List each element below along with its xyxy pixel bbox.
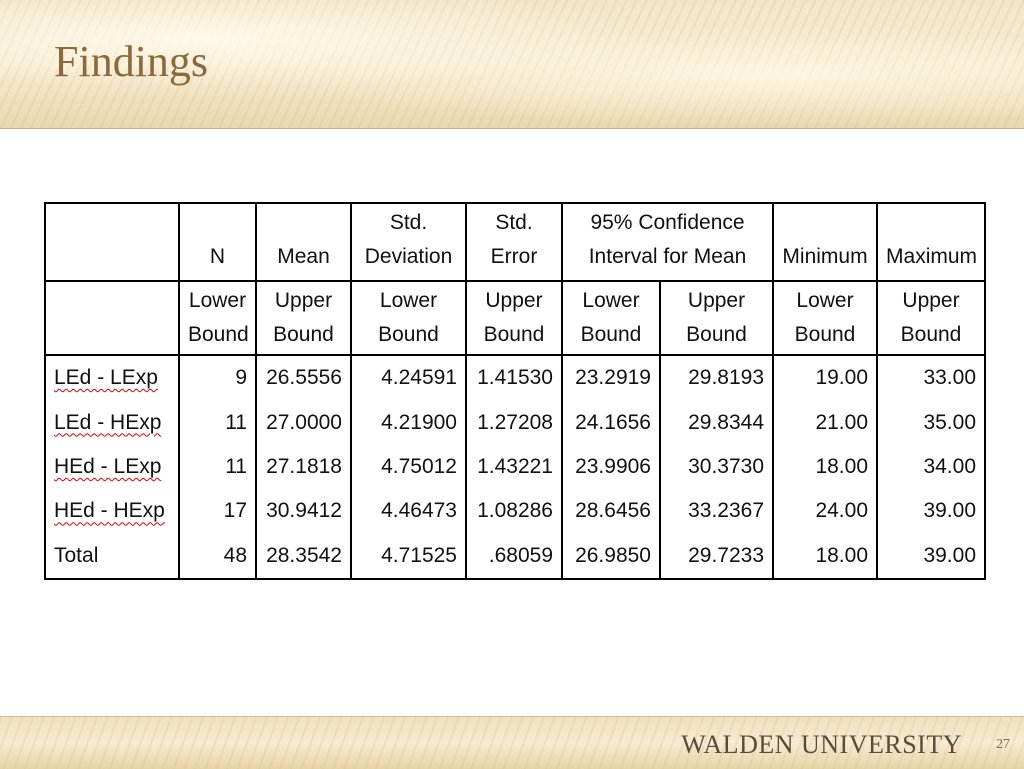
table-cell: 4.75012 [351,445,466,489]
header-cell [45,281,179,355]
header-row-1 [45,203,985,281]
header-cell: Maximum [877,203,985,281]
descriptives-table [44,202,986,580]
header-row-2 [45,281,985,355]
row-label-text: LEd - LExp [54,366,158,390]
table-cell: 1.08286 [466,489,562,533]
header-cell: Upper Bound [256,281,351,355]
table-cell: 27.1818 [256,445,351,489]
table-row [45,355,985,400]
table-row [45,534,985,579]
table-row [45,400,985,444]
table-cell: 28.3542 [256,534,351,579]
table-cell: 1.41530 [466,355,562,400]
header-cell: Lower Bound [773,281,877,355]
table-cell: 9 [179,355,256,400]
table-cell: 29.8344 [660,400,773,444]
table-cell: 19.00 [773,355,877,400]
table-cell: 11 [179,445,256,489]
table-cell: 39.00 [877,534,985,579]
footer-band [0,716,1024,769]
table-cell: 29.7233 [660,534,773,579]
table-cell: 26.5556 [256,355,351,400]
table-cell: 4.21900 [351,400,466,444]
table-cell: 39.00 [877,489,985,533]
university-logo: WALDEN UNIVERSITY [681,730,962,759]
table-cell: 1.27208 [466,400,562,444]
table-cell: 34.00 [877,445,985,489]
header-cell: Lower Bound [179,281,256,355]
table-cell: 26.9850 [562,534,660,579]
row-label [45,400,179,444]
slide-title: Findings [54,37,209,86]
header-cell: N [179,203,256,281]
page-number: 27 [996,737,1010,752]
header-cell: 95% Confidence Interval for Mean [562,203,773,281]
table-cell: 18.00 [773,534,877,579]
header-cell: Mean [256,203,351,281]
table-cell: 35.00 [877,400,985,444]
row-label [45,355,179,400]
header-cell: Std. Error [466,203,562,281]
table-cell: 27.0000 [256,400,351,444]
table-cell: 30.9412 [256,489,351,533]
table-cell: 23.2919 [562,355,660,400]
table-row [45,489,985,533]
header-cell: Minimum [773,203,877,281]
table-cell: .68059 [466,534,562,579]
table-cell: 18.00 [773,445,877,489]
table-cell: 29.8193 [660,355,773,400]
header-band [0,0,1024,129]
header-cell: Lower Bound [562,281,660,355]
table-row [45,445,985,489]
table-cell: 21.00 [773,400,877,444]
table-cell: 33.2367 [660,489,773,533]
row-label [45,445,179,489]
table-cell: 17 [179,489,256,533]
table-cell: 11 [179,400,256,444]
row-label [45,489,179,533]
row-label: Total [54,543,99,567]
table-cell: 48 [179,534,256,579]
table-cell: 28.6456 [562,489,660,533]
table-cell: 24.00 [773,489,877,533]
header-cell [45,203,179,281]
table-cell: 24.1656 [562,400,660,444]
row-label-text: HEd - HExp [54,499,165,523]
table-cell: 1.43221 [466,445,562,489]
header-cell: Lower Bound [351,281,466,355]
header-cell: Upper Bound [466,281,562,355]
header-cell: Upper Bound [660,281,773,355]
table-cell: 4.24591 [351,355,466,400]
row-label-text: HEd - LExp [54,454,162,478]
header-cell: Upper Bound [877,281,985,355]
table-cell: 4.71525 [351,534,466,579]
table-cell: 23.9906 [562,445,660,489]
row-label-text: LEd - HExp [54,410,162,434]
table-cell: 30.3730 [660,445,773,489]
header-cell: Std. Deviation [351,203,466,281]
table-cell: 4.46473 [351,489,466,533]
table-cell: 33.00 [877,355,985,400]
